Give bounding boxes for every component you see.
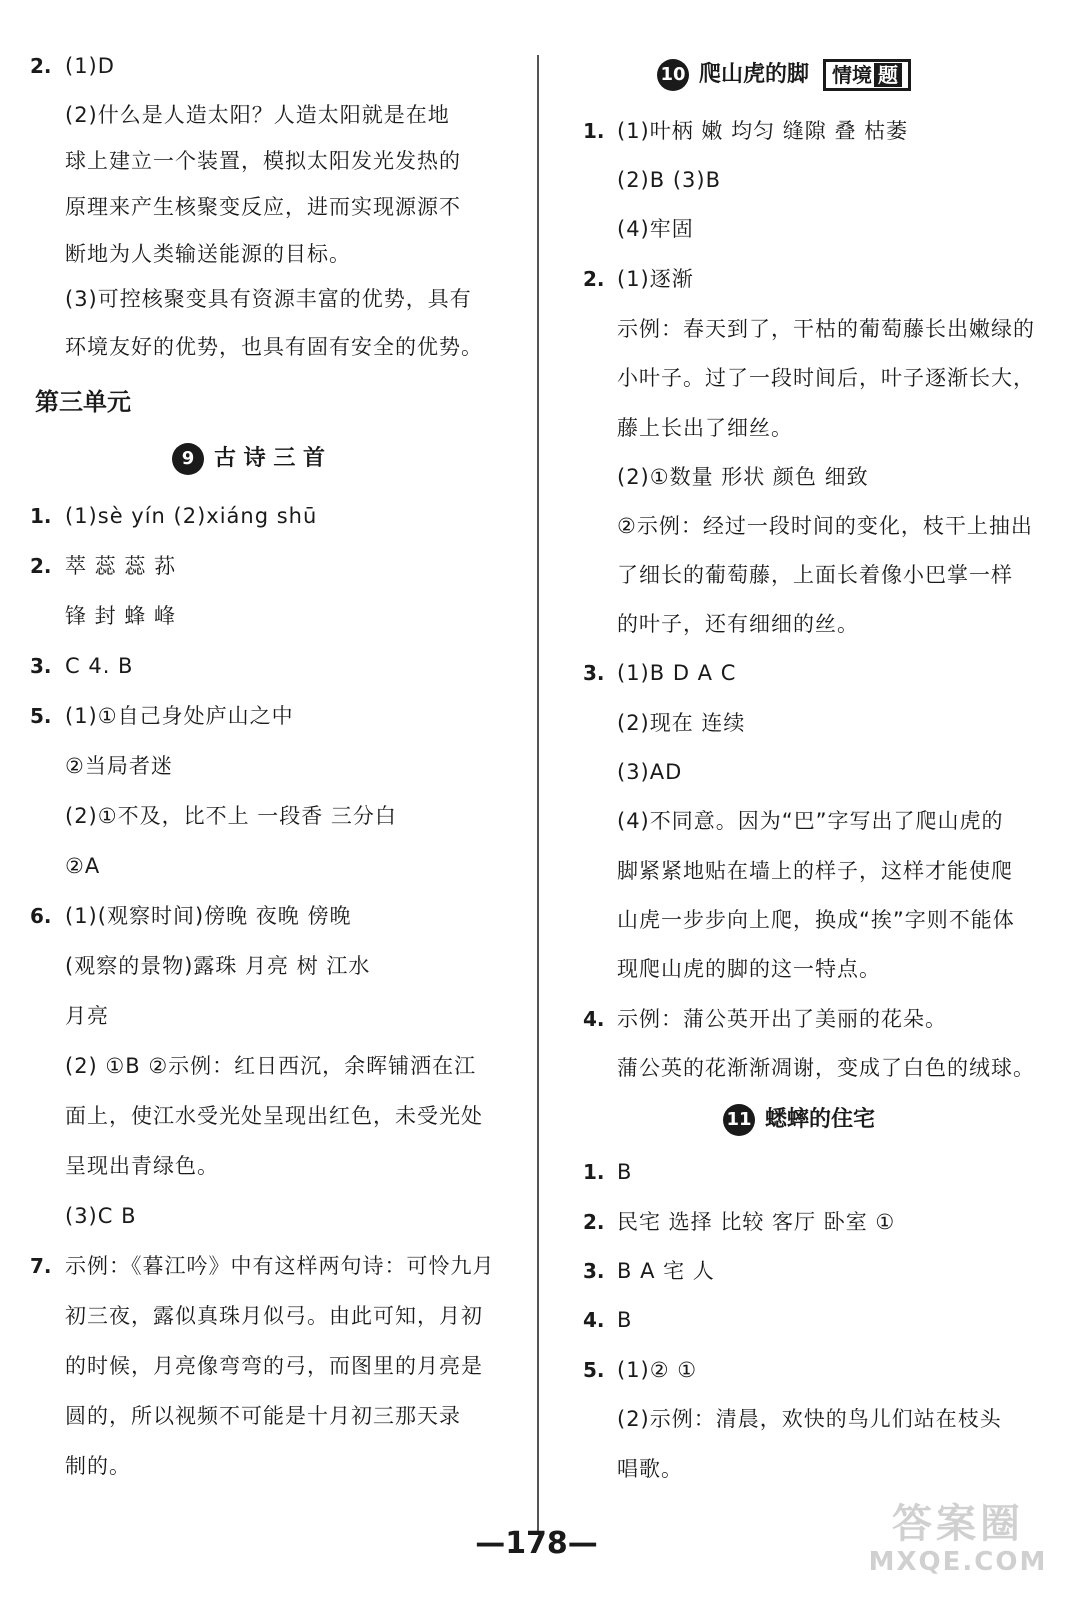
question-number: 3. — [583, 661, 605, 685]
answer-line: (3)C B — [65, 1204, 137, 1228]
answer-line: 呈现出青绿色。 — [65, 1154, 219, 1178]
answer-line: 了细长的葡萄藤，上面长着像小巴掌一样 — [617, 563, 1013, 587]
tag-main-label: 情境 — [832, 63, 873, 87]
answer-line: 蒲公英的花渐渐凋谢，变成了白色的绒球。 — [617, 1056, 1035, 1080]
question-number: 2. — [583, 1210, 605, 1234]
answer-line: 球上建立一个装置，模拟太阳发光发热的 — [65, 149, 461, 173]
answer-line: 断地为人类输送能源的目标。 — [65, 242, 351, 266]
answer-line: (1)①自己身处庐山之中 — [65, 704, 294, 728]
question-number: 2. — [30, 54, 52, 78]
lesson-number-badge: 9 — [172, 443, 204, 475]
answer-line: (1)(观察时间)傍晚 夜晚 傍晚 — [65, 904, 352, 928]
lesson-number-badge: 10 — [657, 59, 689, 91]
site-watermark — [863, 1500, 1053, 1580]
answer-line: C 4. B — [65, 654, 134, 678]
answer-line: (2)什么是人造太阳？人造太阳就是在地 — [65, 103, 450, 127]
lesson-title: 古 诗 三 首 — [214, 446, 325, 471]
question-number: 5. — [30, 704, 52, 728]
watermark-logo-text: 答案圈 — [892, 1501, 1024, 1547]
answer-line: (2)①不及，比不上 一段香 三分白 — [65, 804, 397, 828]
answer-line: 山虎一步步向上爬，换成“挨”字则不能体 — [617, 908, 1015, 932]
answer-line: (2)现在 连续 — [617, 711, 746, 735]
question-number: 3. — [30, 654, 52, 678]
question-number: 2. — [583, 267, 605, 291]
answer-line: 的时候，月亮像弯弯的弓，而图里的月亮是 — [65, 1354, 483, 1378]
lesson-title: 蟋蟀的住宅 — [765, 1107, 876, 1132]
question-number: 1. — [583, 119, 605, 143]
answer-line: 圆的，所以视频不可能是十月初三那天录 — [65, 1404, 461, 1428]
question-number: 6. — [30, 904, 52, 928]
answer-line: 锋 封 蜂 峰 — [65, 604, 177, 628]
answer-line: (1)叶柄 嫩 均匀 缝隙 叠 枯萎 — [617, 119, 909, 143]
answer-line: B A 宅 人 — [617, 1259, 715, 1283]
page-number: —178— — [475, 1526, 598, 1561]
answer-line: 萃 蕊 蕊 荪 — [65, 554, 177, 578]
question-number: 3. — [583, 1259, 605, 1283]
answer-line: 示例：春天到了，干枯的葡萄藤长出嫩绿的 — [617, 317, 1035, 341]
lesson-number-badge: 11 — [723, 1104, 755, 1136]
answer-line: 制的。 — [65, 1454, 131, 1478]
answer-line: (2)①数量 形状 颜色 细致 — [617, 465, 869, 489]
lesson-title: 爬山虎的脚 — [699, 62, 810, 87]
answer-line: B — [617, 1308, 633, 1332]
answer-line: (1)② ① — [617, 1358, 698, 1382]
answer-line: ②示例：经过一段时间的变化，枝干上抽出 — [617, 514, 1033, 538]
question-number: 2. — [30, 554, 52, 578]
answer-line: (3)可控核聚变具有资源丰富的优势，具有 — [65, 287, 472, 311]
answer-line: B — [617, 1160, 633, 1184]
answer-line: (2)B (3)B — [617, 168, 721, 192]
answer-line: (4)牢固 — [617, 217, 694, 241]
lesson-heading-9 — [172, 442, 325, 476]
question-number: 4. — [583, 1007, 605, 1031]
answer-line: (1)B D A C — [617, 661, 737, 685]
answer-line: 唱歌。 — [617, 1457, 683, 1481]
answer-line: 现爬山虎的脚的这一特点。 — [617, 957, 881, 981]
question-number: 1. — [583, 1160, 605, 1184]
answer-line: 示例：蒲公英开出了美丽的花朵。 — [617, 1007, 947, 1031]
answer-line: (2) ①B ②示例：红日西沉，余晖铺洒在江 — [65, 1054, 477, 1078]
scenario-tag — [823, 59, 911, 91]
answer-line: (4)不同意。因为“巴”字写出了爬山虎的 — [617, 809, 1004, 833]
question-number: 4. — [583, 1308, 605, 1332]
lesson-heading-10 — [657, 58, 911, 92]
answer-line: 面上，使江水受光处呈现出红色，未受光处 — [65, 1104, 483, 1128]
question-number: 5. — [583, 1358, 605, 1382]
answer-line: (1)逐渐 — [617, 267, 694, 291]
answer-line: 藤上长出了细丝。 — [617, 416, 793, 440]
unit-title: 第三单元 — [35, 388, 131, 416]
column-divider — [537, 55, 539, 1535]
answer-line: 小叶子。过了一段时间后，叶子逐渐长大， — [617, 366, 1035, 390]
answer-line: 原理来产生核聚变反应，进而实现源源不 — [65, 195, 461, 219]
question-number: 1. — [30, 504, 52, 528]
answer-line: 月亮 — [65, 1004, 109, 1028]
answer-line: (2)示例：清晨，欢快的鸟儿们站在枝头 — [617, 1407, 1002, 1431]
lesson-heading-11 — [723, 1103, 875, 1137]
answer-line: (1)D — [65, 54, 115, 78]
answer-line: ②当局者迷 — [65, 754, 173, 778]
answer-line: ②A — [65, 854, 101, 878]
answer-line: (1)sè yín (2)xiáng shū — [65, 504, 318, 528]
answer-line: 的叶子，还有细细的丝。 — [617, 612, 859, 636]
answer-line: (3)AD — [617, 760, 683, 784]
watermark-domain: MXQE.COM — [868, 1547, 1048, 1577]
answer-line: 初三夜，露似真珠月似弓。由此可知，月初 — [65, 1304, 483, 1328]
question-number: 7. — [30, 1254, 52, 1278]
tag-last-label: 题 — [874, 63, 902, 87]
answer-line: 脚紧紧地贴在墙上的样子，这样才能使爬 — [617, 859, 1013, 883]
answer-line: 民宅 选择 比较 客厅 卧室 ① — [617, 1210, 896, 1234]
answer-line: 示例：《暮江吟》中有这样两句诗：可怜九月 — [65, 1254, 495, 1278]
answer-line: (观察的景物)露珠 月亮 树 江水 — [65, 954, 371, 978]
answer-line: 环境友好的优势，也具有固有安全的优势。 — [65, 335, 483, 359]
